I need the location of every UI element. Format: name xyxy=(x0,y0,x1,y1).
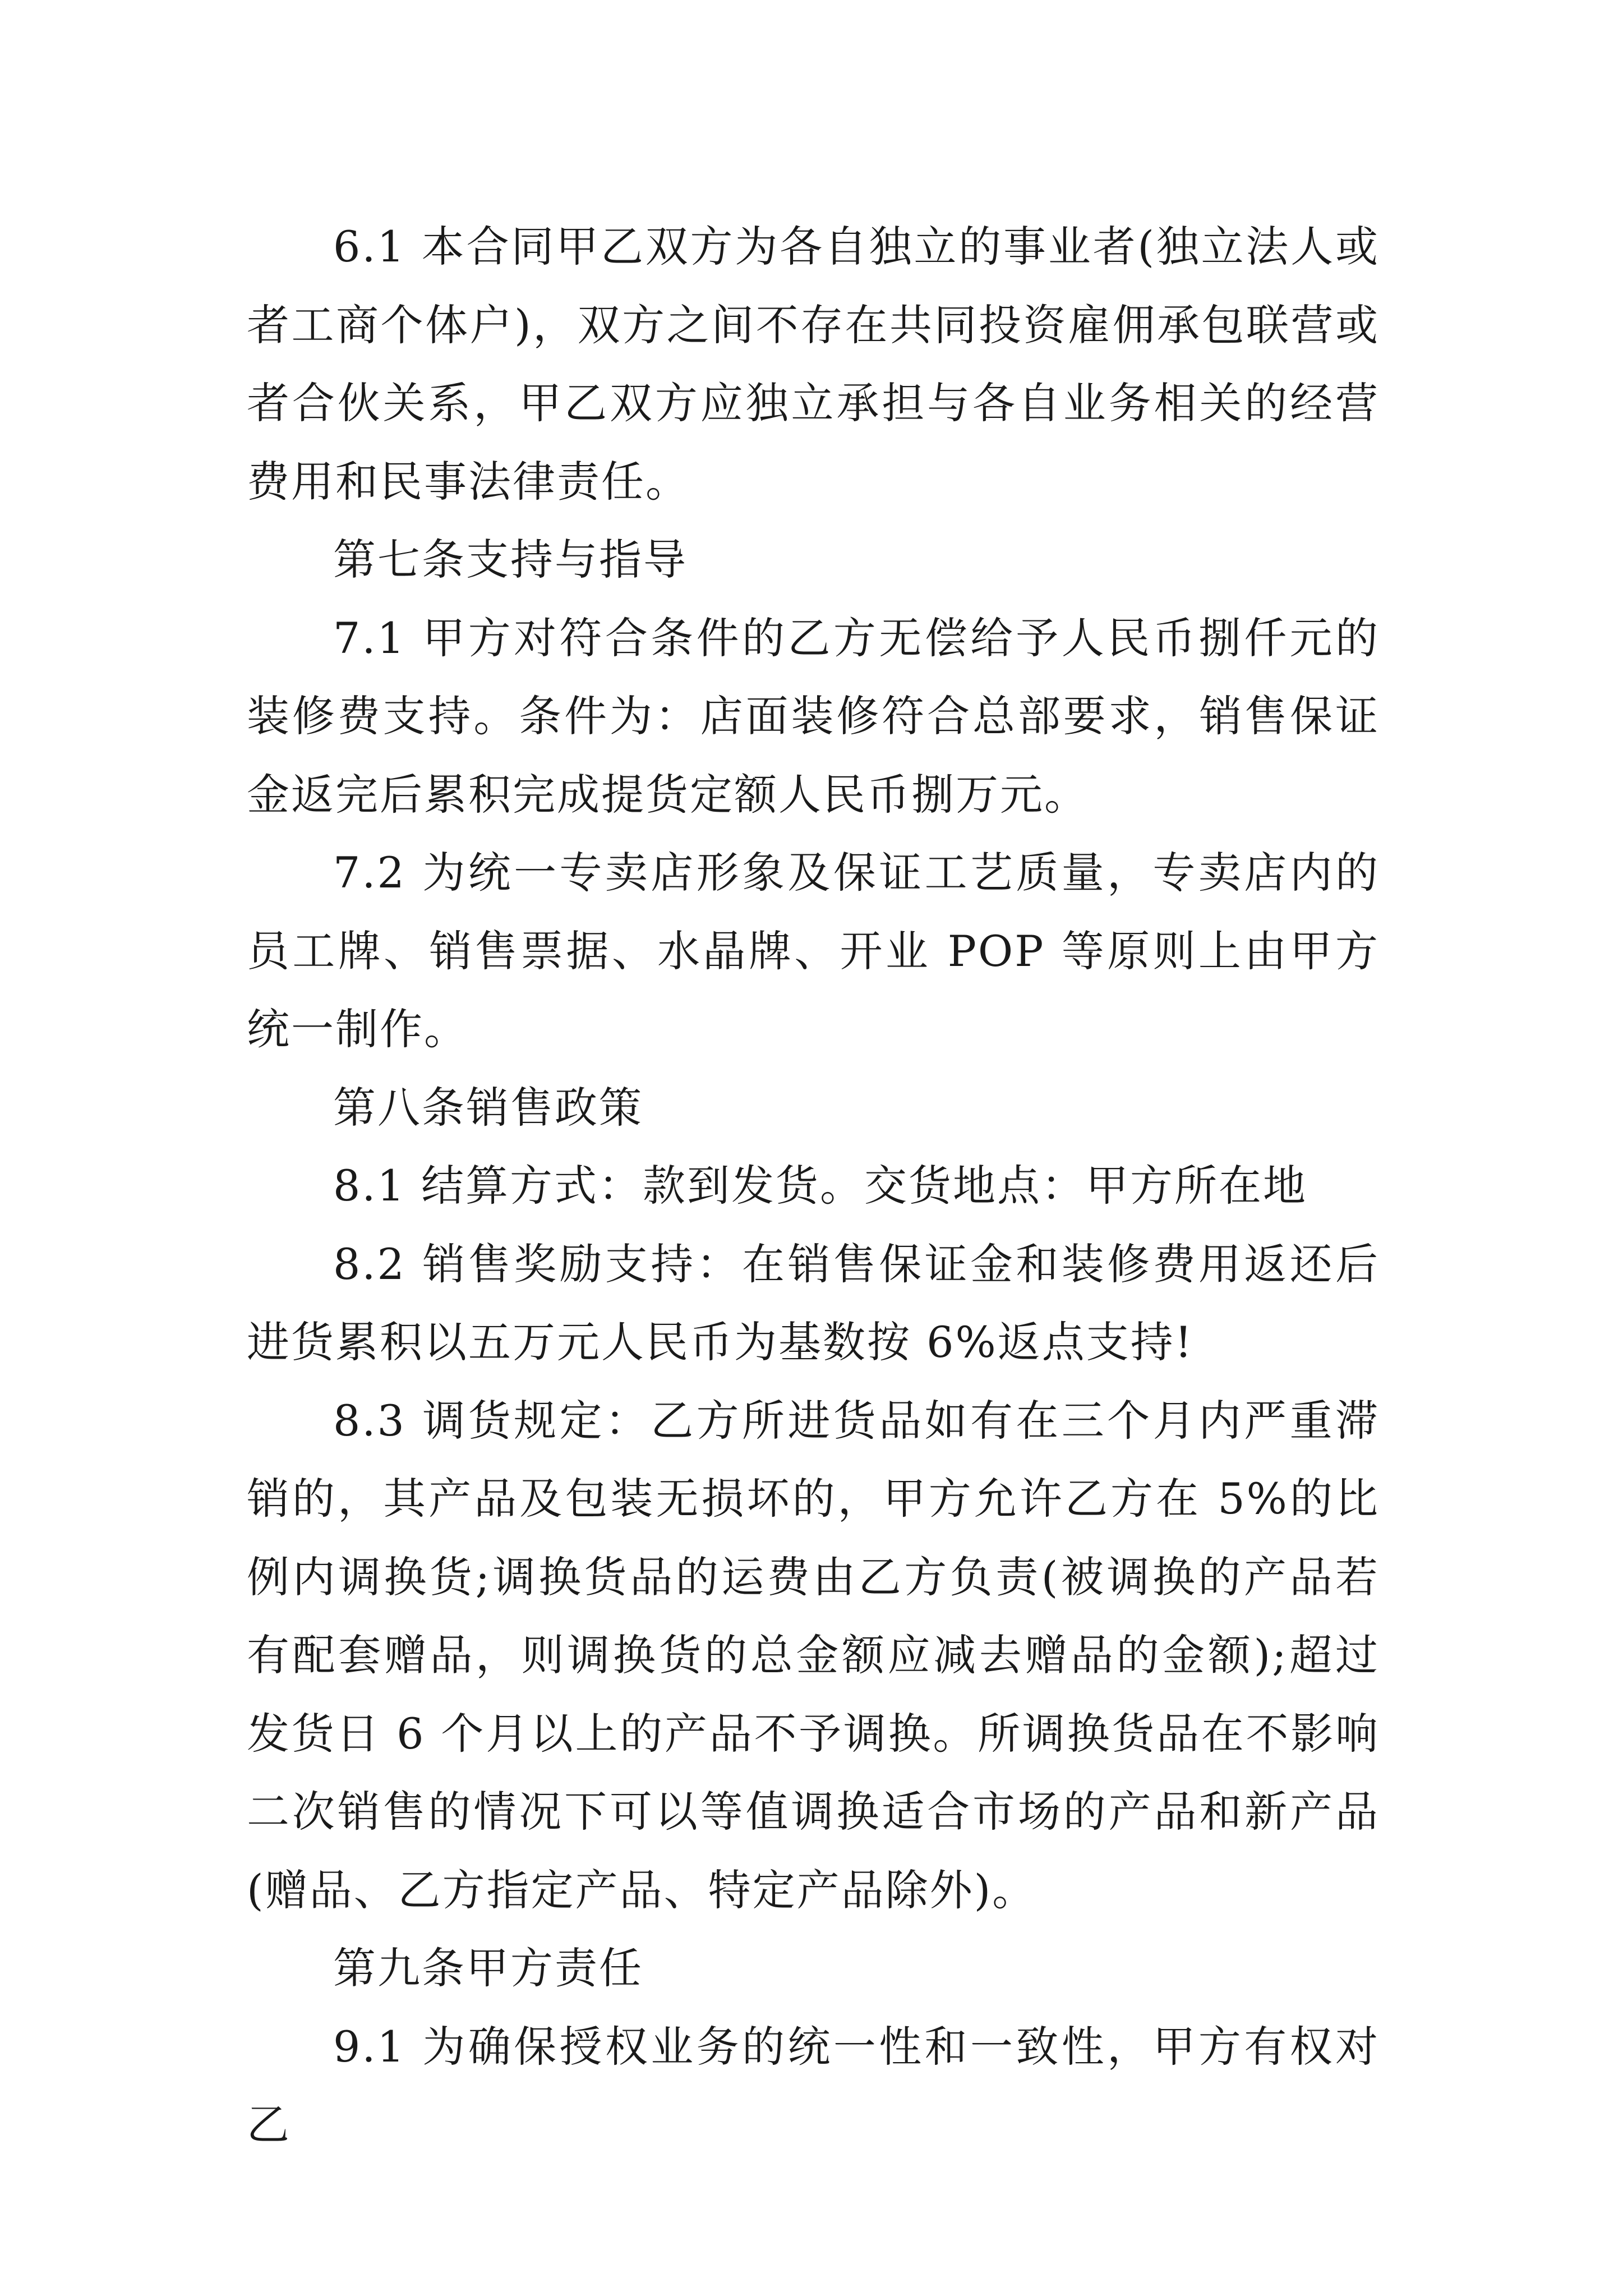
document-body xyxy=(247,208,1380,2164)
clause-8-3: 8.3 调货规定：乙方所进货品如有在三个月内严重滞销的，其产品及包装无损坏的，甲方允许乙方在 5%的比例内调换货;调换货品的运费由乙方负责(被调换的产品若有配套赠品，则调换货的总金额应减去赠品的金额);超过发货日 6 个月以上的产品不予调换。所调换货品在不影响二次销售的情况下可以等值调换适合市场的产品和新产品(赠品、乙方指定产品、特定产品除外)。 xyxy=(247,1395,1380,1915)
clause-8-1: 8.1 结算方式：款到发货。交货地点：甲方所在地 xyxy=(333,1161,1308,1211)
article-9-heading: 第九条甲方责任 xyxy=(333,1943,643,1993)
clause-9-1: 9.1 为确保授权业务的统一性和一致性，甲方有权对乙 xyxy=(247,2021,1380,2150)
clause-8-2: 8.2 销售奖励支持：在销售保证金和装修费用返还后进货累积以五万元人民币为基数按 6%返点支持! xyxy=(247,1239,1380,1367)
article-7-heading: 第七条支持与指导 xyxy=(333,535,688,585)
clause-7-1: 7.1 甲方对符合条件的乙方无偿给予人民币捌仟元的装修费支持。条件为：店面装修符合总部要求，销售保证金返完后累积完成提货定额人民币捌万元。 xyxy=(247,613,1380,820)
clause-6-1: 6.1 本合同甲乙双方为各自独立的事业者(独立法人或者工商个体户)，双方之间不存在共同投资雇佣承包联营或者合伙关系，甲乙双方应独立承担与各自业务相关的经营费用和民事法律责任。 xyxy=(247,222,1380,507)
clause-7-2: 7.2 为统一专卖店形象及保证工艺质量，专卖店内的员工牌、销售票据、水晶牌、开业 POP 等原则上由甲方统一制作。 xyxy=(247,848,1380,1054)
article-8-heading: 第八条销售政策 xyxy=(333,1082,643,1133)
